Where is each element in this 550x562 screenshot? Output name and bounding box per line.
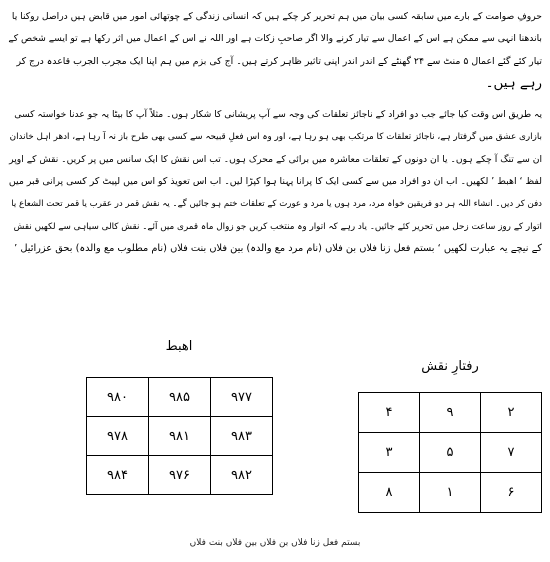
grid-cell: ۹۸۵ — [149, 378, 211, 417]
left-naqsh-grid — [86, 377, 273, 495]
table-row — [87, 456, 273, 495]
paragraph-1-line-3: تیار کئے گئے اعمال ۵ منٹ سے ۲۴ گھنٹے کے اندر اندر اپنی تاثیر ظاہر کرتے ہیں۔ آج کی بزم میں ہم اپنا ایک مجرب الجرب قاعدہ درج کر — [16, 55, 542, 67]
article-body — [8, 6, 542, 260]
table-row — [359, 433, 542, 473]
right-table-title: رفتارِ نقش — [421, 359, 479, 374]
grid-cell: ۵ — [420, 433, 481, 473]
table-row — [87, 417, 273, 456]
paragraph-1-line-2: باندھنا انہی سے ممکن ہے اس کے اعمال سے تیار کرنے والا اگر صاحبِ زکات ہے اور اللہ نے اس کے اعمال میں اثر رکھا ہے تو ایسے شخص کے — [8, 33, 542, 45]
grid-cell: ۷ — [481, 433, 542, 473]
table-row — [359, 473, 542, 513]
grid-cell: ۹۸۱ — [149, 417, 211, 456]
paragraph-2-line-5: دفن کر دیں۔ انشاء اللہ ہر دو فریقین خواہ مرد، مرد ہوں یا مرد و عورت کے تعلقات ختم ہو جائیں گے۔ یہ نقش قمر در عقرب یا قمر تحت الشعاع یا — [11, 199, 542, 210]
grid-cell: ۹۷۸ — [87, 417, 149, 456]
paragraph-2-line-2: بازاری عشق میں گرفتار ہے، ناجائز تعلقات کا مرتکب بھی ہو رہا ہے، اور وہ اس فعلِ قبیحہ سے کسی بھی طرح باز نہ آ رہا ہے، ادھر اہل خاندان — [9, 132, 542, 143]
grid-cell: ۹۸۳ — [211, 417, 273, 456]
grid-cell: ۹۸۴ — [87, 456, 149, 495]
paragraph-1-line-4: رہے ہیں۔ — [485, 75, 542, 91]
grid-cell: ۹ — [420, 393, 481, 433]
grid-cell: ۹۷۷ — [211, 378, 273, 417]
table-row — [87, 378, 273, 417]
grid-cell: ۹۸۰ — [87, 378, 149, 417]
grid-cell: ۶ — [481, 473, 542, 513]
paragraph-2-line-6: اتوار کے روز ساعت زحل میں تحریر کئے جائیں۔ یاد رہے کہ اتوار وہ منتخب کریں جو زوال ماہ قمری میں آئے۔ نقش کالی سیاہی سے لکھیں نقش — [13, 221, 542, 232]
paragraph-2-line-3: ان سے تنگ آ چکے ہوں۔ یا ان دونوں کے تعلقات معاشرہ میں برائی کے محرک ہوں۔ تب اس نقش کا ایک سانس میں پر کریں۔ نقش کے اوپر — [9, 153, 542, 165]
grid-cell: ۱ — [420, 473, 481, 513]
grid-cell: ۹۸۲ — [211, 456, 273, 495]
grid-cell: ۳ — [359, 433, 420, 473]
right-naqsh-grid — [358, 392, 542, 513]
left-table-title: اھبط — [165, 339, 193, 354]
paragraph-1-line-1: حروفِ صوامت کے بارے میں سابقہ کسی بیان میں ہم تحریر کر چکے ہیں کہ انسانی زندگی کے چوتھائی امور میں قابض ہیں دراصل روکنا یا — [11, 11, 542, 22]
grid-cell: ۸ — [359, 473, 420, 513]
paragraph-break — [8, 95, 542, 104]
grid-cell: ۹۷۶ — [149, 456, 211, 495]
grid-cell: ۲ — [481, 393, 542, 433]
handwritten-footer-note: بستم فعل زنا فلاں بن فلاں بین فلاں بنت فلاں — [189, 538, 361, 548]
grid-cell: ۴ — [359, 393, 420, 433]
paragraph-2-line-7: کے نیچے یہ عبارت لکھیں ‘ بستم فعل زنا فلاں بن فلاں (نام مرد مع والدہ) بین فلاں بنت فلاں (نام مطلوب مع والدہ) بحق عزرائیل ’ — [14, 242, 542, 254]
paragraph-2-line-4: لفظ ‘ اھبط ’ لکھیں۔ اب ان دو افراد میں سے کسی ایک کا پرانا پہنا ہوا کپڑا لیں۔ اب اس تعویذ کو اس میں لپیٹ کر کسی پرانی قبر میں — [8, 176, 542, 188]
paragraph-2-line-1: یہ طریق اس وقت کیا جائے جب دو افراد کے ناجائز تعلقات کی وجہ سے آپ پریشانی کا شکار ہوں۔ مثلاً آپ کا بیٹا یہ جو عدنا خواستہ کسی — [14, 109, 542, 121]
table-row — [359, 393, 542, 433]
